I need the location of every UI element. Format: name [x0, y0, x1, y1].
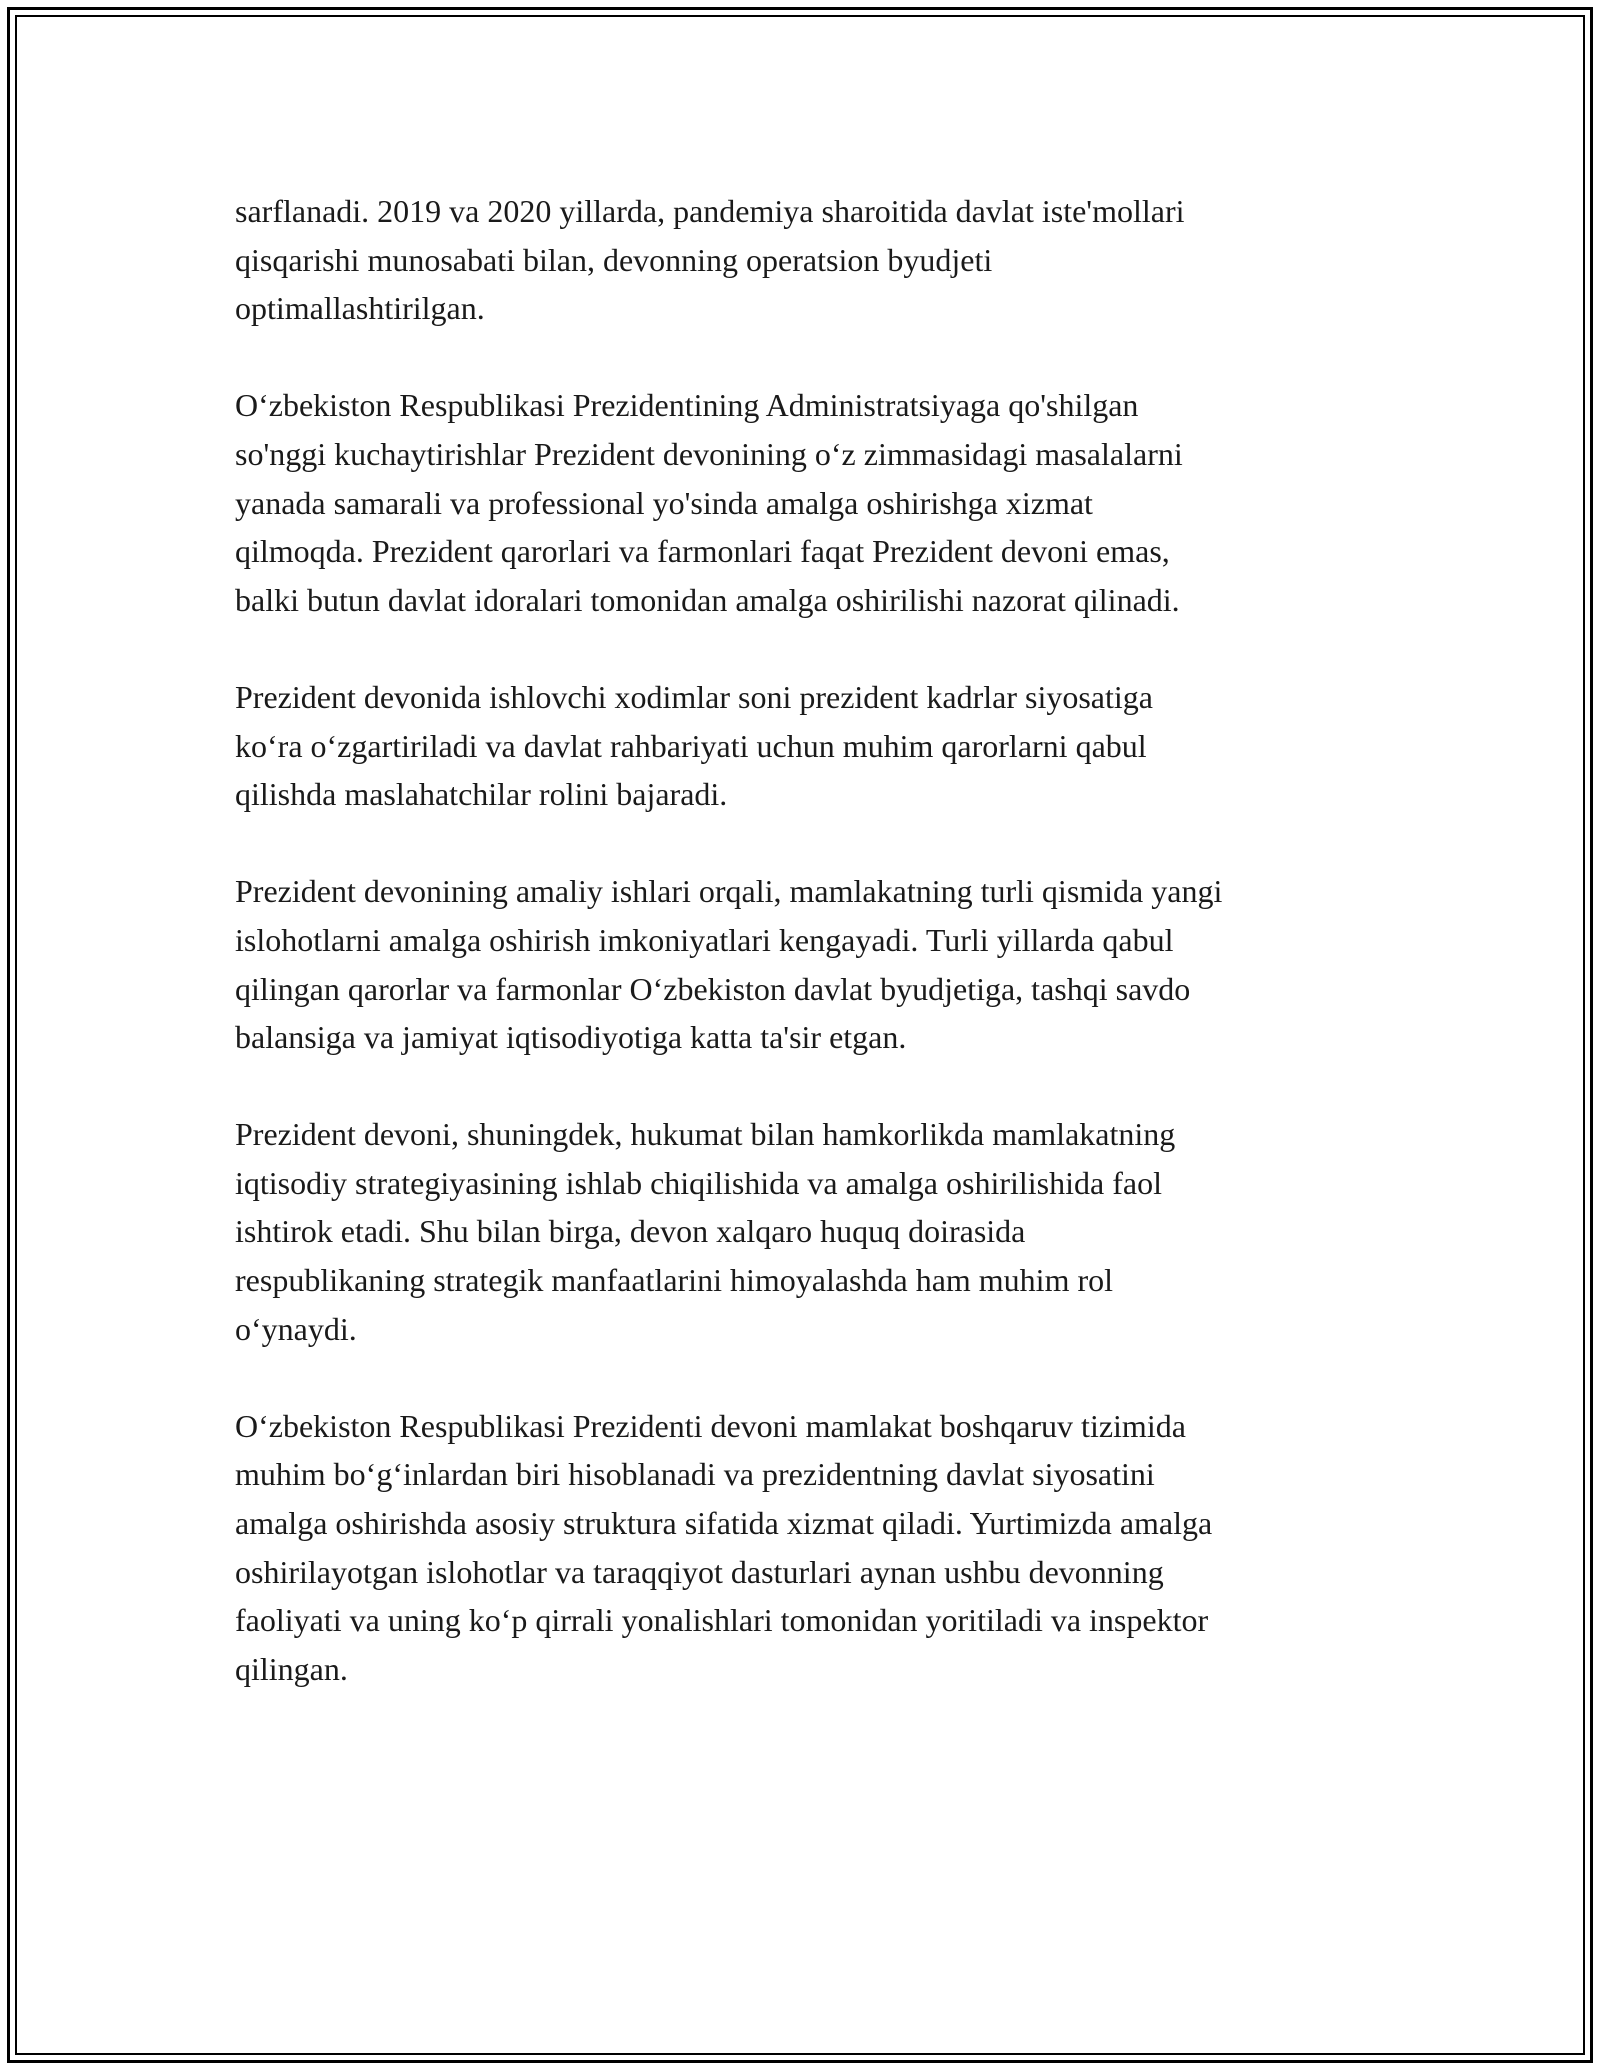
paragraph-4: Prezident devonining amaliy ishlari orqali, mamlakatning turli qismida yangi islohotlarni amalga oshirish imkoniyatlari kengayadi. Turli yillarda qabul qilingan qarorlar va farmonlar Oʻzbekiston davlat byudjetiga, tashqi savdo balansiga va jamiyat iqtisodiyotiga katta ta'sir etgan. [235, 873, 1223, 1056]
paragraph-3: Prezident devonida ishlovchi xodimlar soni prezident kadrlar siyosatiga koʻra oʻzgartiriladi va davlat rahbariyati uchun muhim qarorlarni qabul qilishda maslahatchilar rolini bajaradi. [235, 678, 1153, 813]
paragraph-2: Oʻzbekiston Respublikasi Prezidentining Administratsiyaga qo'shilgan so'nggi kuchaytirishlar Prezident devonining oʻz zimmasidagi masalalarni yanada samarali va professional yo'sinda amalga oshirishga xizmat qilmoqda. Prezident qarorlari va farmonlari faqat Prezident devoni emas, balki butun davlat idoralari tomonidan amalga oshirilishi nazorat qilinadi. [235, 387, 1183, 618]
paragraph-5: Prezident devoni, shuningdek, hukumat bilan hamkorlikda mamlakatning iqtisodiy strategiyasining ishlab chiqilishida va amalga oshirilishida faol ishtirok etadi. Shu bilan birga, devon xalqaro huquq doirasida respublikaning strategik manfaatlarini himoyalashda ham muhim rol oʻynaydi. [235, 1116, 1176, 1347]
paragraph-6: Oʻzbekiston Respublikasi Prezidenti devoni mamlakat boshqaruv tizimida muhim boʻgʻinlardan biri hisoblanadi va prezidentning davlat siyosatini amalga oshirishda asosiy struktura sifatida xizmat qiladi. Yurtimizda amalga oshirilayotgan islohotlar va taraqqiyot dasturlari aynan ushbu devonning faoliyati va uning koʻp qirrali yonalishlari tomonidan yoritiladi va inspektor qilingan. [235, 1407, 1213, 1687]
paragraph-1: sarflanadi. 2019 va 2020 yillarda, pandemiya sharoitida davlat iste'mollari qisqarishi munosabati bilan, devonning operatsion byudjeti optimallashtirilgan. [235, 193, 1185, 327]
document-body [235, 187, 1395, 1742]
